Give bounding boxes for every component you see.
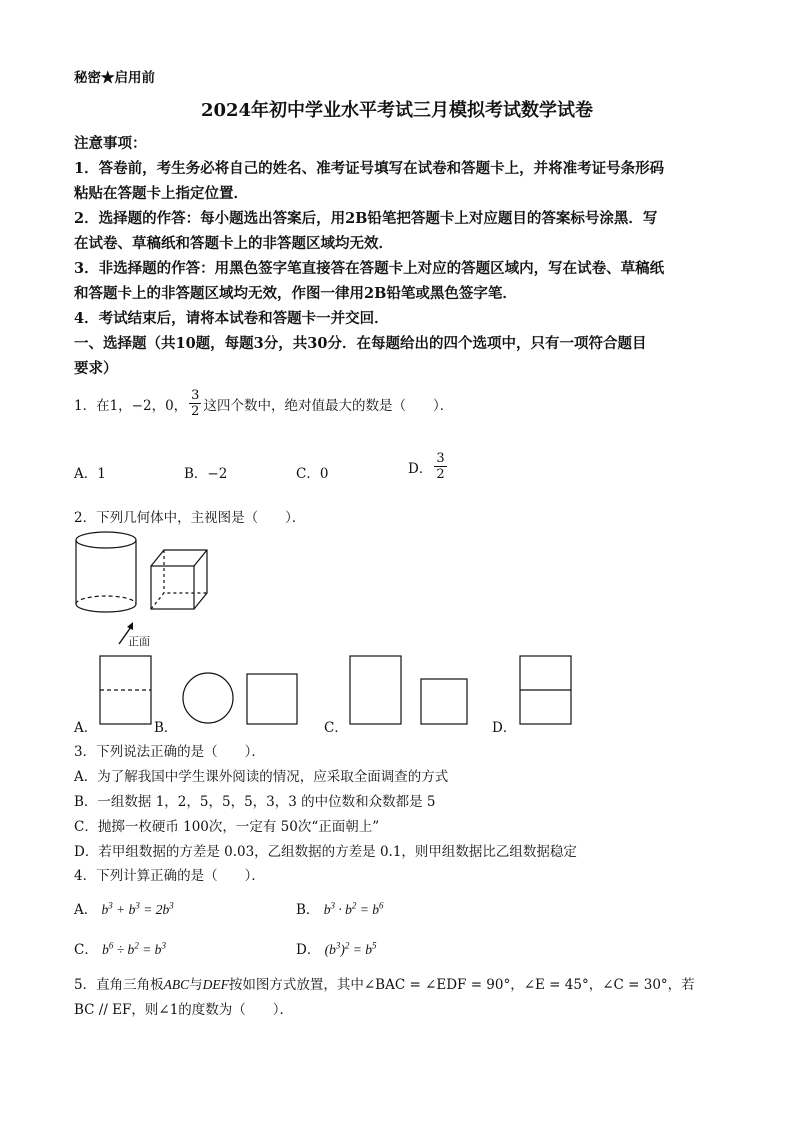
q1-option-d-denominator: 2 xyxy=(436,467,445,482)
secret-mark: 秘密★启用前 xyxy=(74,70,155,86)
question-4-stem: 4．下列计算正确的是（ ）． xyxy=(74,868,265,884)
q1-option-c: C．0 xyxy=(296,466,329,482)
q4-option-d-expr: $(b^3)^2 = b^5$ xyxy=(324,940,377,957)
q1-stem-post: 这四个数中，绝对值最大的数是（ ）． xyxy=(203,397,454,414)
question-3-stem: 3．下列说法正确的是（ ）． xyxy=(74,744,265,760)
q2-option-c-square xyxy=(421,679,467,724)
q4-option-c-expr: $b^6 \div b^2 = b^3$ xyxy=(102,940,166,957)
section-1-heading-line-2: 要求） xyxy=(74,360,118,377)
q2-front-label: 正面 xyxy=(128,635,150,648)
q3-option-d: D．若甲组数据的方差是 0.03，乙组数据的方差是 0.1，则甲组数据比乙组数据稳定 xyxy=(74,844,577,860)
q2-option-b-square xyxy=(247,674,297,724)
q3-option-b: B．一组数据 1，2，5，5，5，3，3 的中位数和众数都是 5 xyxy=(74,794,436,810)
q1-option-b: B．−2 xyxy=(184,466,228,482)
q1-stem-pre: 1．在1，−2，0， xyxy=(74,397,188,414)
q5-mid: 按如图方式放置，其中∠BAC = ∠EDF = 90°，∠E = 45°，∠C = 30°，若 xyxy=(228,977,695,993)
cube-hidden-edges xyxy=(151,593,207,609)
q3-option-a: A．为了解我国中学生课外阅读的情况，应采取全面调查的方式 xyxy=(74,769,449,785)
q4-option-a-expr: $b^3 + b^3 = 2b^3$ xyxy=(101,900,174,917)
q4-option-b-label: B． xyxy=(296,902,320,918)
cube-top-right-edge xyxy=(194,550,207,566)
q2-option-c-rect xyxy=(350,656,401,724)
notice-text: 4．考试结束后，请将本试卷和答题卡一并交回． xyxy=(74,310,389,327)
q2-option-c-label: C． xyxy=(324,720,348,736)
q4-option-d xyxy=(296,938,377,958)
q1-fraction-denominator: 2 xyxy=(191,404,200,419)
q4-option-b-expr: $b^3 \cdot b^2 = b^6$ xyxy=(323,900,384,917)
question-5-line-2: BC // EF，则∠1的度数为（ ）． xyxy=(74,1002,294,1018)
q1-option-d-numerator: 3 xyxy=(436,451,445,466)
q4-option-c-label: C． xyxy=(74,942,98,958)
notice-heading: 注意事项： xyxy=(74,135,147,152)
notice-text: 2．选择题的作答：每小题选出答案后，用2B铅笔把答题卡上对应题目的答案标号涂黑．写 xyxy=(74,210,658,227)
q4-option-d-label: D． xyxy=(296,942,321,958)
notice-text: 粘贴在答题卡上指定位置． xyxy=(74,185,248,202)
question-5-line-1 xyxy=(74,973,695,993)
q1-option-a: A．1 xyxy=(74,466,106,482)
notice-text: 在试卷、草稿纸和答题卡上的非答题区域均无效． xyxy=(74,235,393,252)
page-title: 2024年初中学业水平考试三月模拟考试数学试卷 xyxy=(200,100,594,121)
cylinder-top-ellipse xyxy=(76,532,136,548)
q4-option-a-label: A． xyxy=(74,902,98,918)
q5-triangle-def: DEF xyxy=(202,977,229,992)
q3-option-c: C．抛掷一枚硬币 100次，一定有 50次“正面朝上” xyxy=(74,819,380,835)
q4-option-b xyxy=(296,898,383,918)
q4-option-a xyxy=(74,898,174,918)
q5-and: 与 xyxy=(189,977,203,993)
q2-option-b-label: B． xyxy=(154,720,178,736)
q2-option-b-circle xyxy=(183,673,233,723)
notice-text: 1．答卷前，考生务必将自己的姓名、准考证号填写在试卷和答题卡上，并将准考证号条形码 xyxy=(74,160,665,177)
q5-triangle-abc: ABC xyxy=(163,977,190,992)
notice-text: 3．非选择题的作答：用黑色签字笔直接答在答题卡上对应的答题区域内，写在试卷、草稿纸 xyxy=(74,260,665,277)
cube-back-edges xyxy=(151,550,207,609)
q5-pre: 5．直角三角板 xyxy=(74,977,164,993)
notice-text: 和答题卡上的非答题区域均无效，作图一律用2B铅笔或黑色签字笔． xyxy=(74,285,517,302)
q1-option-d-label: D． xyxy=(408,460,433,477)
q2-option-a-label: A． xyxy=(74,720,98,736)
question-2-stem: 2．下列几何体中，主视图是（ ）． xyxy=(74,510,306,526)
cylinder-bottom-front-arc xyxy=(76,604,136,612)
q4-option-c xyxy=(74,938,166,958)
cylinder-bottom-back-arc xyxy=(76,596,136,604)
cube-front-face xyxy=(151,566,194,609)
q1-fraction-numerator: 3 xyxy=(191,388,200,403)
q2-option-d-label: D． xyxy=(492,720,517,736)
section-1-heading-line-1: 一、选择题（共10题，每题3分，共30分．在每题给出的四个选项中，只有一项符合题目 xyxy=(74,335,647,352)
